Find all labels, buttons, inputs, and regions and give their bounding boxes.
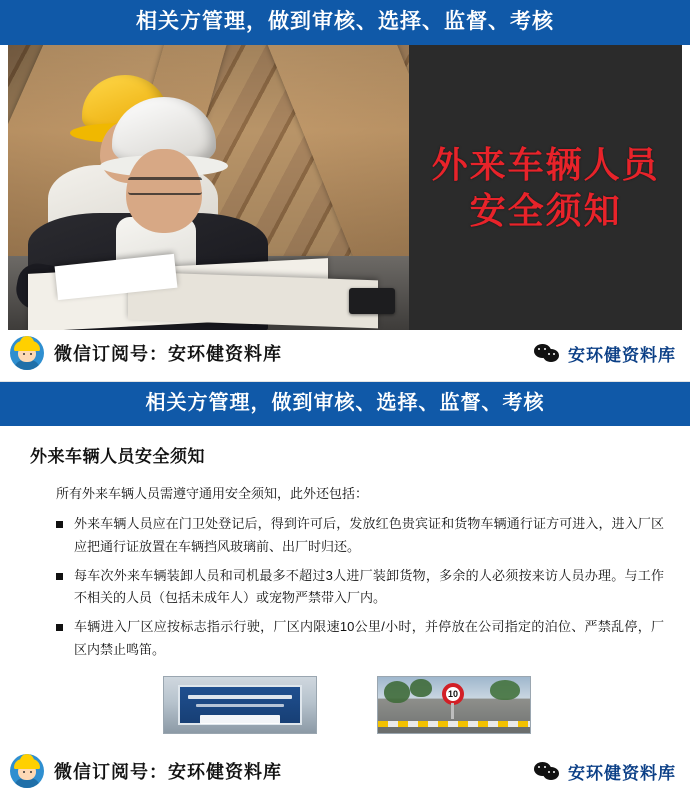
tree-icon: [410, 679, 432, 697]
slide1-footer-account-name: 安环健资料库: [568, 345, 676, 365]
slide1-title-line-1: 外来车辆人员: [431, 143, 660, 185]
wechat-bubble-small: [543, 767, 559, 780]
worker-avatar-icon: [10, 336, 44, 370]
speed-limit-road-photo: [377, 676, 531, 734]
avatar-hardhat-icon: [14, 759, 40, 769]
slide2-footer: [0, 748, 690, 794]
tree-icon: [384, 681, 410, 703]
list-item: 外来车辆人员应在门卫处登记后，得到许可后，发放红色贵宾证和货物车辆通行证方可进入，进入厂区应把通行证放置在车辆挡风玻璃前、出厂时归还。: [56, 513, 664, 559]
slide1-footer-right: [534, 341, 676, 366]
slide2-content: [0, 426, 690, 748]
slide1-title-line-2: 安全须知: [469, 189, 622, 231]
wechat-icon: [534, 342, 560, 364]
bottom-rule: [0, 794, 690, 798]
list-item: 车辆进入厂区应按标志指示行驶，厂区内限速10公里/小时，并停放在公司指定的泊位、严禁乱停，厂区内禁止鸣笛。: [56, 616, 664, 662]
slide-2: [0, 381, 690, 798]
speed-limit-sign-icon: 10: [442, 683, 464, 705]
pass-sign-text-line: [196, 704, 284, 707]
pass-sign-text-line: [200, 715, 280, 724]
slide2-footer-right: [534, 759, 676, 784]
slide2-sub-title: 外来车辆人员安全须知: [30, 447, 205, 467]
construction-workers-photo: [8, 45, 409, 330]
wechat-bubble-small: [543, 349, 559, 362]
worker-avatar-icon: [10, 754, 44, 788]
slide2-photo-row: [30, 668, 664, 744]
pass-sign-board: [178, 685, 302, 725]
slide1-footer: [0, 330, 690, 376]
slide2-footer-account-name: 安环健资料库: [568, 763, 676, 783]
slide2-footer-left: [10, 754, 282, 788]
tree-icon: [490, 680, 520, 700]
wechat-icon: [534, 760, 560, 782]
eyeglasses-icon: [128, 177, 202, 195]
slide2-footer-subscription-text: 微信订阅号：安环健资料库: [54, 762, 282, 783]
vehicle-pass-sign-photo: [163, 676, 317, 734]
pass-sign-text-line: [188, 695, 292, 699]
phone-icon: [349, 288, 395, 314]
slide2-bullet-list: [56, 513, 664, 662]
sign-pole: [451, 703, 454, 719]
slide2-lead-paragraph: 所有外来车辆人员需遵守通用安全须知，此外还包括：: [56, 486, 369, 502]
slide1-footer-subscription-text: 微信订阅号：安环健资料库: [54, 344, 282, 365]
avatar-hardhat-icon: [14, 341, 40, 351]
slide1-banner-title: 相关方管理，做到审核、选择、监督、考核: [0, 0, 690, 45]
list-item: 每车次外来车辆装卸人员和司机最多不超过3人进厂装卸货物，多余的人必须按来访人员办理。与工作不相关的人员（包括未成年人）或宠物严禁带入厂内。: [56, 565, 664, 611]
slide2-banner-title: 相关方管理，做到审核、选择、监督、考核: [0, 382, 690, 426]
slide1-media-row: [0, 45, 690, 330]
road-surface: [378, 727, 530, 733]
slide-1: [0, 0, 690, 376]
slide1-footer-left: [10, 336, 282, 370]
slide1-title-panel: [409, 45, 682, 330]
